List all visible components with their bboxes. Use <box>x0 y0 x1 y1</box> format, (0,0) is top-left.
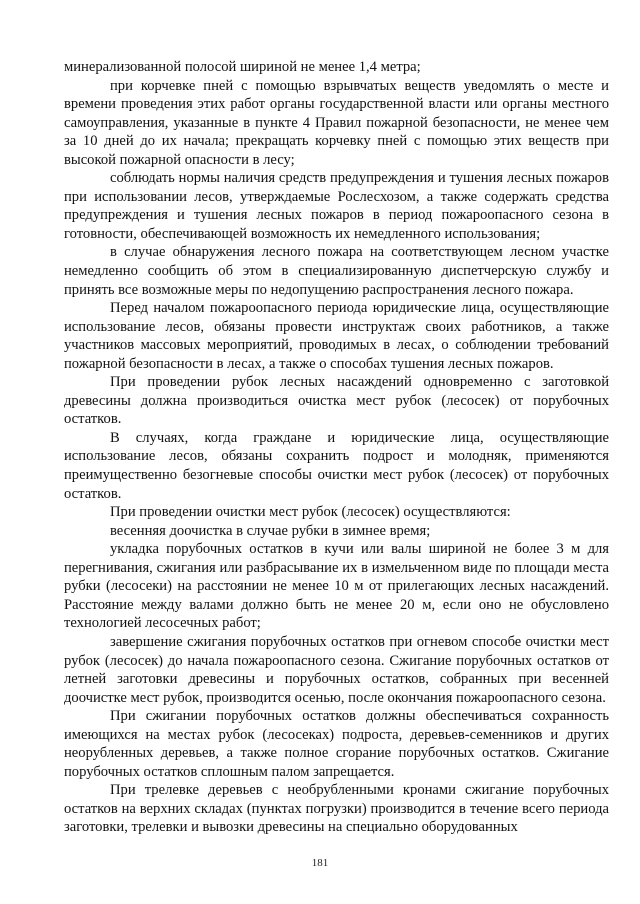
page-number: 181 <box>311 857 329 869</box>
paragraph-5: Перед началом пожароопасного периода юридические лица, осуществляющие использование лесов, обязаны провести инструктаж своих работников, а также участников массовых мероприятий, проводимых в лесах, о соблюдении требований пожарной безопасности в лесах, а также о способах тушения лесных пожаров. <box>64 300 609 372</box>
paragraph-10: укладка порубочных остатков в кучи или валы шириной не более 3 м для перегнивания, сжигания или разбрасывание их в измельченном виде по площади места рубки (лесосеки) на расстоянии не менее 10 м от прилегающих лесных насаждений. Расстояние между валами должно быть не менее 20 м, если оно не обусловлено технологией лесосечных работ; <box>64 541 609 632</box>
paragraph-1: минерализованной полосой шириной не менее 1,4 метра; <box>64 59 421 75</box>
paragraph-3: соблюдать нормы наличия средств предупреждения и тушения лесных пожаров при использовании лесов, утверждаемые Рослесхозом, а также содержать средства предупреждения и тушения лесных пожаров в период пожароопасного сезона в готовности, обеспечивающей возможность их немедленного использования; <box>64 170 609 242</box>
paragraph-4: в случае обнаружения лесного пожара на соответствующем лесном участке немедленно сообщить об этом в специализированную диспетчерскую службу и принять все возможные меры по недопущению распространения лесного пожара. <box>64 244 609 298</box>
paragraph-13: При трелевке деревьев с необрубленными кронами сжигание порубочных остатков на верхних складах (пунктах погрузки) производится в течение всего периода заготовки, трелевки и вывозки древесины на специально оборудованных <box>64 782 609 836</box>
paragraph-8: При проведении очистки мест рубок (лесосек) осуществляются: <box>110 504 511 521</box>
paragraph-6: При проведении рубок лесных насаждений одновременно с заготовкой древесины должна производиться очистка мест рубок (лесосек) от порубочных остатков. <box>64 374 609 428</box>
paragraph-12: При сжигании порубочных остатков должны обеспечиваться сохранность имеющихся на местах рубок (лесосеках) подроста, деревьев-семенников и других неорубленных деревьев, а также полное сгорание порубочных остатков. Сжигание порубочных остатков сплошным палом запрещается. <box>64 708 609 780</box>
paragraph-9: весенняя доочистка в случае рубки в зимнее время; <box>110 522 431 539</box>
paragraph-11: завершение сжигания порубочных остатков при огневом способе очистки мест рубок (лесосек) до начала пожароопасного сезона. Сжигание порубочных остатков от летней заготовки древесины и порубочных остатков, собранных при весенней доочистке мест рубок, производится осенью, после окончания пожароопасного сезона. <box>64 633 609 706</box>
paragraph-7: В случаях, когда граждане и юридические лица, осуществляющие использование лесов, обязаны сохранить подрост и молодняк, применяются преимущественно безогневые способы очистки мест рубок (лесосек) от порубочных остатков. <box>64 429 609 502</box>
document-body <box>64 58 609 837</box>
paragraph-2: при корчевке пней с помощью взрывчатых веществ уведомлять о месте и времени проведения этих работ органы государственной власти или органы местного самоуправления, указанные в пункте 4 Правил пожарной безопасности, не менее чем за 10 дней до их начала; прекращать корчевку пней с помощью этих веществ при высокой пожарной опасности в лесу; <box>64 77 609 168</box>
